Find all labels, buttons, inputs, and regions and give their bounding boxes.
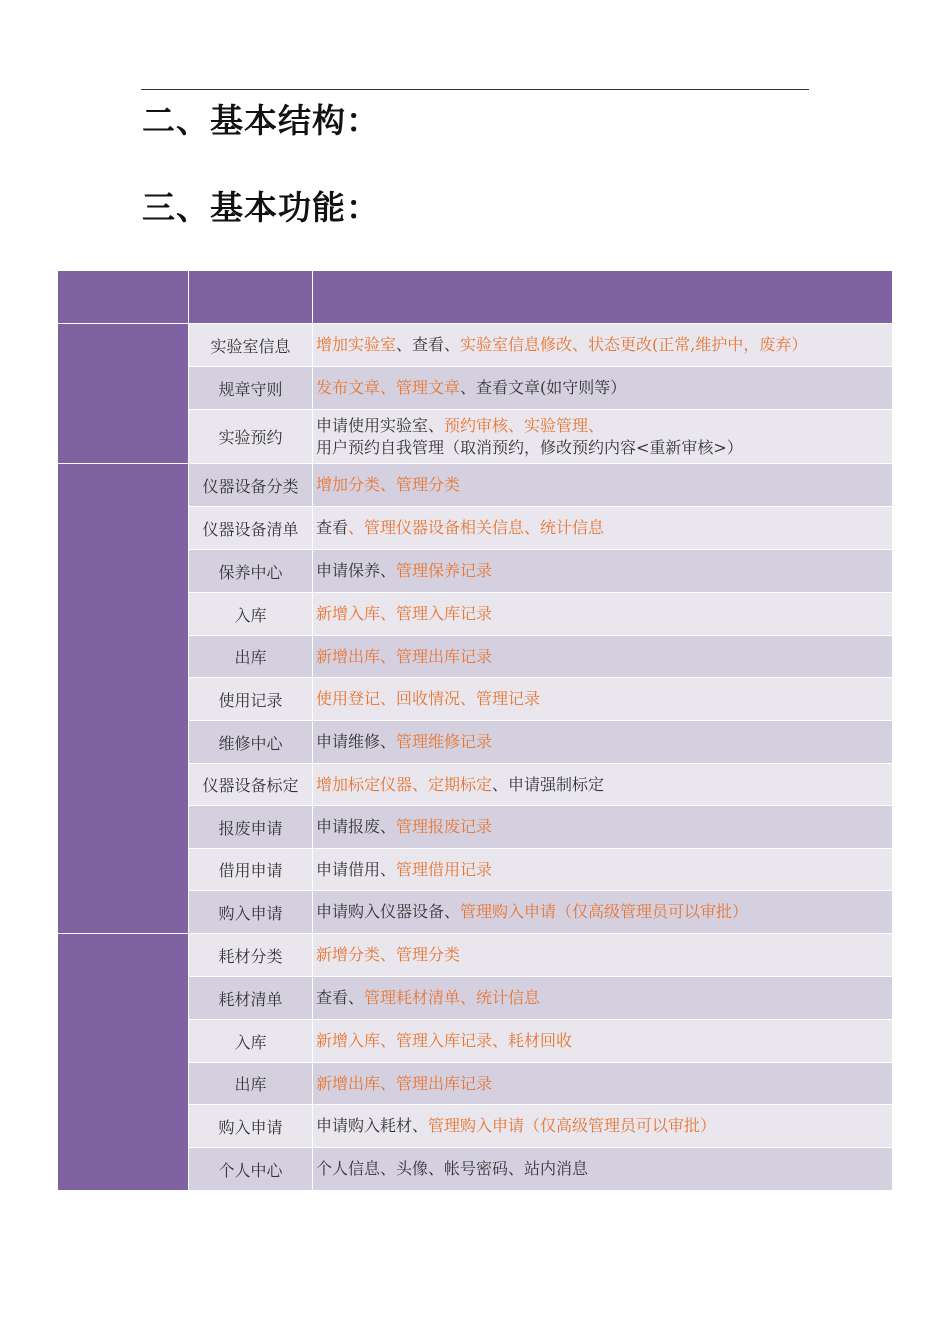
description-line <box>316 646 892 668</box>
highlighted-function: 新增分类、管理分类 <box>316 945 461 964</box>
description-line <box>316 774 892 796</box>
description-line <box>316 377 892 399</box>
description-line <box>316 603 892 625</box>
description-line <box>316 1115 892 1137</box>
table-row <box>189 721 892 763</box>
description-line <box>316 517 892 539</box>
function-description <box>313 977 892 1019</box>
highlighted-function: 新增出库、管理出库记录 <box>316 646 493 666</box>
highlighted-function: 发布文章、管理文章 <box>316 378 461 397</box>
highlighted-function: 使用登记、回收情况、管理记录 <box>316 689 541 708</box>
function-description <box>313 764 892 805</box>
category-cell-consumables <box>58 934 188 1190</box>
highlighted-function: 管理借用记录 <box>396 859 493 879</box>
category-cell-equipment <box>58 464 188 933</box>
module-name: 耗材清单 <box>189 977 312 1019</box>
description-line <box>316 1030 892 1052</box>
table-row <box>189 1063 892 1104</box>
description-line <box>316 688 892 710</box>
plain-function: 申请借用、 <box>316 859 397 879</box>
module-name: 购入申请 <box>189 891 312 933</box>
table-row <box>189 367 892 409</box>
module-name: 规章守则 <box>189 367 312 409</box>
plain-function: 用户预约自我管理（取消预约，修改预约内容<重新审核>） <box>316 437 743 457</box>
highlighted-function: 管理报废记录 <box>396 817 493 836</box>
table-row <box>189 891 892 933</box>
module-name: 实验预约 <box>189 410 312 463</box>
module-name: 入库 <box>189 1020 312 1062</box>
table-row <box>189 464 892 506</box>
plain-function: 个人信息、头像、帐号密码、站内消息 <box>316 1159 589 1178</box>
highlighted-function: 增加分类、管理分类 <box>316 475 461 494</box>
heading-functions: 三、基本功能： <box>142 188 380 227</box>
table-row <box>189 849 892 890</box>
table-row <box>189 1020 892 1062</box>
function-description <box>313 550 892 592</box>
highlighted-function: 实验室信息修改、状态更改(正常,维护中，废弃） <box>460 335 808 354</box>
function-description <box>313 507 892 549</box>
description-line <box>316 437 892 459</box>
highlighted-function: 增加标定仪器、定期标定 <box>316 774 493 794</box>
description-line <box>316 987 892 1009</box>
table-row <box>189 934 892 976</box>
table-row <box>189 678 892 720</box>
description-line <box>316 816 892 838</box>
description-line <box>316 1158 892 1180</box>
function-description <box>313 1020 892 1062</box>
table-row <box>189 806 892 848</box>
function-description <box>313 410 892 463</box>
description-line <box>316 944 892 966</box>
description-line <box>316 859 892 881</box>
plain-function: 、查看文章(如守则等） <box>460 378 627 397</box>
function-description <box>313 367 892 409</box>
table-row <box>189 977 892 1019</box>
module-name: 个人中心 <box>189 1148 312 1190</box>
highlighted-function: 增加实验室 <box>316 335 397 354</box>
highlighted-function: 新增入库、管理入库记录 <box>316 604 493 623</box>
function-description <box>313 678 892 720</box>
description-line <box>316 560 892 582</box>
table-row <box>189 507 892 549</box>
table-row <box>189 550 892 592</box>
highlighted-function: 管理耗材清单、统计信息 <box>364 988 541 1007</box>
function-description <box>313 1148 892 1190</box>
module-name: 保养中心 <box>189 550 312 592</box>
table-row <box>189 1105 892 1147</box>
function-description <box>313 1063 892 1104</box>
function-description <box>313 324 892 366</box>
table-row <box>189 593 892 635</box>
plain-function: 申请报废、 <box>316 817 397 836</box>
plain-function: 申请保养、 <box>316 561 397 580</box>
function-description <box>313 934 892 976</box>
module-name: 购入申请 <box>189 1105 312 1147</box>
header-cell-category <box>58 271 188 323</box>
module-name: 报废申请 <box>189 806 312 848</box>
highlighted-function: 预约审核、实验管理、 <box>444 415 605 435</box>
function-description <box>313 1105 892 1147</box>
module-name: 入库 <box>189 593 312 635</box>
plain-function: 申请使用实验室、 <box>316 415 445 435</box>
description-line <box>316 334 892 356</box>
table-row <box>189 324 892 366</box>
highlighted-function: 管理维修记录 <box>396 732 493 751</box>
module-name: 仪器设备标定 <box>189 764 312 805</box>
plain-function: 、查看、 <box>396 335 461 354</box>
plain-function: 申请购入仪器设备、 <box>316 902 461 921</box>
module-name: 仪器设备清单 <box>189 507 312 549</box>
module-name: 出库 <box>189 636 312 677</box>
heading-structure: 二、基本结构： <box>142 101 380 140</box>
plain-function: 申请维修、 <box>316 732 397 751</box>
module-name: 仪器设备分类 <box>189 464 312 506</box>
highlighted-function: 新增出库、管理出库记录 <box>316 1073 493 1093</box>
highlighted-function: 管理购入申请（仅高级管理员可以审批） <box>460 902 749 921</box>
highlighted-function: 新增入库、管理入库记录、耗材回收 <box>316 1031 573 1050</box>
description-line <box>316 901 892 923</box>
table-row <box>189 636 892 677</box>
description-line <box>316 415 892 437</box>
highlighted-function: 管理购入申请（仅高级管理员可以审批） <box>428 1116 717 1135</box>
table-row <box>189 764 892 805</box>
function-description <box>313 721 892 763</box>
description-line <box>316 1073 892 1095</box>
table-row <box>189 410 892 463</box>
header-cell-module <box>189 271 312 323</box>
function-description <box>313 464 892 506</box>
top-rule <box>141 89 809 90</box>
function-description <box>313 806 892 848</box>
plain-function: 查看、 <box>316 988 365 1007</box>
module-name: 实验室信息 <box>189 324 312 366</box>
highlighted-function: 、管理仪器设备相关信息、统计信息 <box>348 518 605 537</box>
function-description <box>313 849 892 890</box>
category-cell-lab <box>58 324 188 463</box>
plain-function: 申请购入耗材、 <box>316 1116 429 1135</box>
table-row <box>189 1148 892 1190</box>
module-name: 维修中心 <box>189 721 312 763</box>
module-name: 使用记录 <box>189 678 312 720</box>
function-description <box>313 636 892 677</box>
module-name: 借用申请 <box>189 849 312 890</box>
module-name: 出库 <box>189 1063 312 1104</box>
description-line <box>316 474 892 496</box>
description-line <box>316 731 892 753</box>
highlighted-function: 管理保养记录 <box>396 561 493 580</box>
function-description <box>313 593 892 635</box>
module-name: 耗材分类 <box>189 934 312 976</box>
plain-function: 查看 <box>316 518 349 537</box>
function-description <box>313 891 892 933</box>
header-cell-function <box>313 271 892 323</box>
plain-function: 、申请强制标定 <box>492 774 605 794</box>
